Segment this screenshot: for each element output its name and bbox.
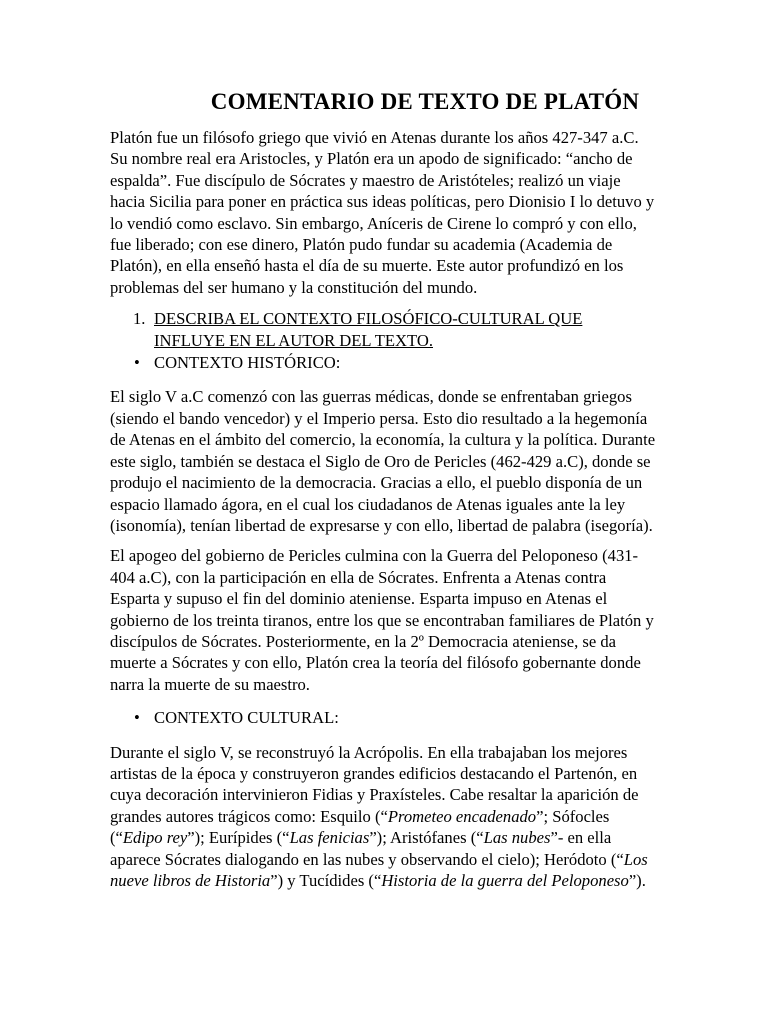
- cultural-text: ”- en ella aparece Sócrates dialogando en las nubes y observando el cielo); Heródoto (“: [110, 828, 624, 869]
- question-item: [110, 308, 768, 351]
- cultural-text: Durante el siglo V, se reconstruyó la Acrópolis. En ella trabajaban los mejores artistas de la época y construyeron grandes edificios destacando el Partenón, en cuya decoración intervinieron Fidias y Praxísteles. Cabe resaltar la aparición de grandes autores trágicos como: Esquilo (“: [110, 742, 639, 826]
- section-heading-historic: CONTEXTO HISTÓRICO:: [154, 353, 341, 373]
- work-title: Historia de la guerra del Peloponeso: [381, 871, 629, 890]
- work-title: Los nueve libros de Historia: [110, 849, 648, 890]
- bullet-icon: •: [134, 708, 140, 728]
- question-text: DESCRIBA EL CONTEXTO FILOSÓFICO-CULTURAL QUE INFLUYE EN EL AUTOR DEL TEXTO.: [154, 309, 583, 350]
- section-heading-cultural: CONTEXTO CULTURAL:: [154, 708, 339, 728]
- work-title: Edipo rey: [122, 828, 188, 848]
- cultural-text: ”); Eurípides (“: [187, 828, 290, 848]
- historic-paragraph-2: El apogeo del gobierno de Pericles culmina con la Guerra del Peloponeso (431-404 a.C), con la participación en ella de Sócrates. Enfrenta a Atenas contra Esparta y supuso el fin del dominio ateniense. Esparta impuso en Atenas el gobierno de los treinta tiranos, entre los que se encontraban familiares de Platón y discípulos de Sócrates. Posteriormente, en la 2º Democracia ateniense, se da muerte a Sócrates y con ello, Platón crea la teoría del filósofo gobernante donde narra la muerte de su maestro.: [110, 546, 654, 694]
- bullet-historic: [110, 352, 768, 373]
- historic-paragraph-1: El siglo V a.C comenzó con las guerras médicas, donde se enfrentaban griegos (siendo el bando vencedor) y el Imperio persa. Esto dio resultado a la hegemonía de Atenas en el ámbito del comercio, la economía, la cultura y la política. Durante este siglo, también se destaca el Siglo de Oro de Pericles (462-429 a.C), donde se produjo el nacimiento de la democracia. Gracias a ello, el pueblo disponía de un espacio llamado ágora, en el cual los ciudadanos de Atenas iguales ante la ley (isonomía), tenían libertad de expresarse y con ello, libertad de palabra (isegoría).: [110, 387, 656, 535]
- bullet-cultural: [110, 707, 768, 728]
- cultural-text: ”) y Tucídides (“: [270, 871, 382, 890]
- cultural-text: ”).: [628, 871, 646, 890]
- work-title: Las fenicias: [289, 828, 370, 848]
- cultural-text: ”; Sófocles (“: [110, 806, 610, 848]
- bullet-icon: •: [134, 353, 140, 373]
- cultural-paragraph: [110, 742, 658, 892]
- work-title: Las nubes: [483, 828, 551, 848]
- intro-paragraph: Platón fue un filósofo griego que vivió en Atenas durante los años 427-347 a.C. Su nombre real era Aristocles, y Platón era un apodo de significado: “ancho de espalda”. Fue discípulo de Sócrates y maestro de Aristóteles; realizó un viaje hacia Sicilia para poner en práctica sus ideas políticas, pero Dionisio I lo detuvo y lo vendió como esclavo. Sin embargo, Aníceris de Cirene lo compró y con ello, fue liberado; con ese dinero, Platón pudo fundar su academia (Academia de Platón), en ella enseñó hasta el día de su muerte. Este autor profundizó en los problemas del ser humano y la constitución del mundo.: [110, 128, 655, 297]
- cultural-text: ”); Aristófanes (“: [369, 828, 484, 848]
- question-number: 1.: [133, 309, 146, 329]
- work-title: Prometeo encadenado: [387, 806, 537, 826]
- document-title: COMENTARIO DE TEXTO DE PLATÓN: [210, 89, 640, 114]
